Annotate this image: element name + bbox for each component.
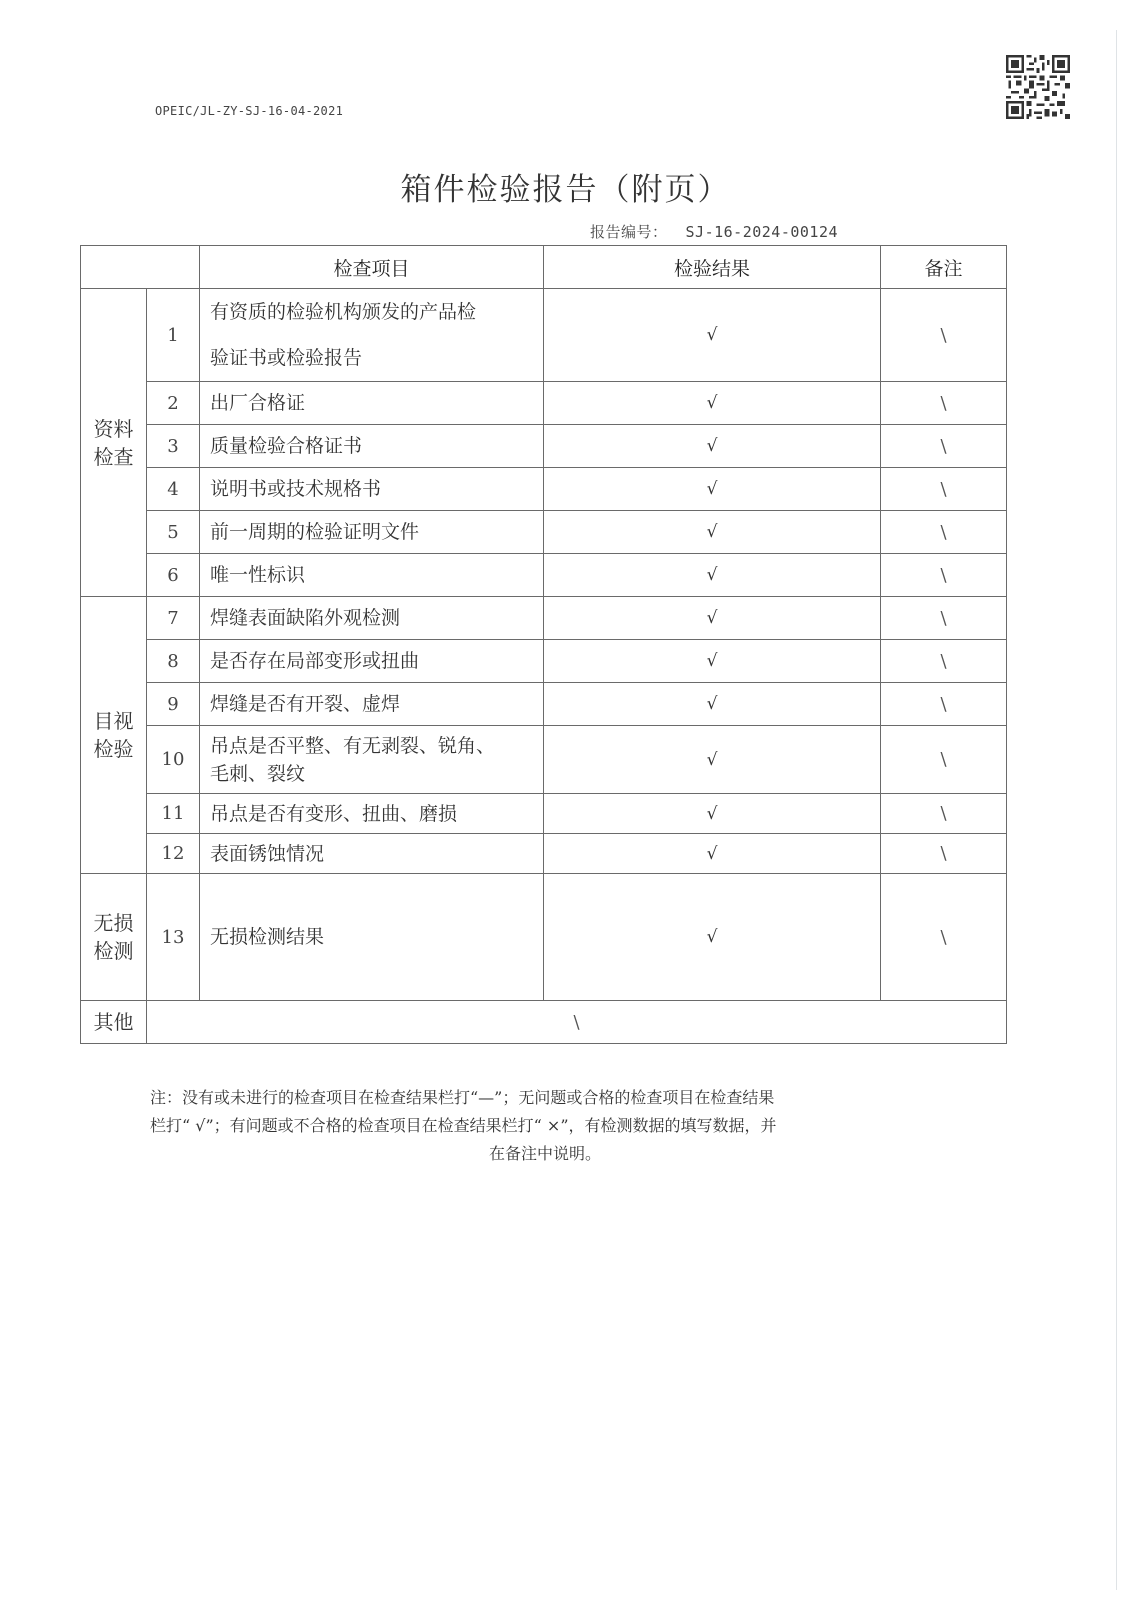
qr-code-icon <box>1006 55 1070 119</box>
table-row <box>81 425 1007 468</box>
row-item: 焊缝表面缺陷外观检测 <box>200 597 544 640</box>
footnote-line-3: 在备注中说明。 <box>488 1144 601 1163</box>
table-row <box>81 468 1007 511</box>
row-item: 前一周期的检验证明文件 <box>200 511 544 554</box>
report-number <box>590 221 838 242</box>
page-edge-rule <box>1116 30 1117 1590</box>
row-number: 12 <box>147 834 200 874</box>
row-item: 表面锈蚀情况 <box>200 834 544 874</box>
row-result: √ <box>544 511 881 554</box>
row-item: 焊缝是否有开裂、虚焊 <box>200 683 544 726</box>
row-number: 4 <box>147 468 200 511</box>
row-result: √ <box>544 468 881 511</box>
table-row <box>81 874 1007 1001</box>
report-number-label: 报告编号： <box>590 223 668 241</box>
category-docs: 资料 检查 <box>81 289 147 597</box>
category-ndt: 无损 检测 <box>81 874 147 1001</box>
row-item: 吊点是否有变形、扭曲、磨损 <box>200 794 544 834</box>
row-number: 5 <box>147 511 200 554</box>
row-remark: \ <box>881 794 1007 834</box>
table-row <box>81 382 1007 425</box>
row-item: 说明书或技术规格书 <box>200 468 544 511</box>
row-remark: \ <box>881 597 1007 640</box>
other-label: 其他 <box>81 1001 147 1044</box>
footnote-line-2: 栏打“ √”；有问题或不合格的检查项目在检查结果栏打“ ×”，有检测数据的填写数据，并 <box>150 1116 777 1135</box>
row-item: 唯一性标识 <box>200 554 544 597</box>
row-number: 7 <box>147 597 200 640</box>
table-row <box>81 597 1007 640</box>
row-result: √ <box>544 683 881 726</box>
row-result: √ <box>544 597 881 640</box>
table-row <box>81 794 1007 834</box>
row-item: 出厂合格证 <box>200 382 544 425</box>
row-number: 11 <box>147 794 200 834</box>
document-code: OPEIC/JL-ZY-SJ-16-04-2021 <box>155 104 344 118</box>
row-number: 2 <box>147 382 200 425</box>
row-remark: \ <box>881 382 1007 425</box>
report-number-value: SJ-16-2024-00124 <box>685 223 839 241</box>
header-blank-cell <box>81 246 200 289</box>
header-item: 检查项目 <box>200 246 544 289</box>
footnote <box>150 1084 940 1168</box>
table-row <box>81 289 1007 382</box>
row-number: 13 <box>147 874 200 1001</box>
table-row <box>81 554 1007 597</box>
table-row <box>81 640 1007 683</box>
row-item: 有资质的检验机构颁发的产品检 验证书或检验报告 <box>200 289 544 382</box>
row-result: √ <box>544 640 881 683</box>
table-row-other <box>81 1001 1007 1044</box>
row-item: 无损检测结果 <box>200 874 544 1001</box>
row-number: 6 <box>147 554 200 597</box>
row-number: 8 <box>147 640 200 683</box>
inspection-table <box>80 245 1007 1044</box>
row-remark: \ <box>881 640 1007 683</box>
other-value: \ <box>147 1001 1007 1044</box>
header-result: 检验结果 <box>544 246 881 289</box>
row-result: √ <box>544 425 881 468</box>
table-header-row <box>81 246 1007 289</box>
row-number: 3 <box>147 425 200 468</box>
row-result: √ <box>544 834 881 874</box>
header-remark: 备注 <box>881 246 1007 289</box>
row-remark: \ <box>881 468 1007 511</box>
row-result: √ <box>544 794 881 834</box>
row-item: 吊点是否平整、有无剥裂、锐角、 毛刺、裂纹 <box>200 726 544 794</box>
table-row <box>81 834 1007 874</box>
category-visual: 目视 检验 <box>81 597 147 874</box>
row-number: 10 <box>147 726 200 794</box>
row-result: √ <box>544 382 881 425</box>
row-remark: \ <box>881 683 1007 726</box>
row-result: √ <box>544 726 881 794</box>
row-remark: \ <box>881 726 1007 794</box>
footnote-line-1: 注：没有或未进行的检查项目在检查结果栏打“—”；无问题或合格的检查项目在检查结果 <box>150 1088 775 1107</box>
row-number: 1 <box>147 289 200 382</box>
row-remark: \ <box>881 511 1007 554</box>
row-remark: \ <box>881 874 1007 1001</box>
row-remark: \ <box>881 289 1007 382</box>
table-row <box>81 511 1007 554</box>
row-result: √ <box>544 289 881 382</box>
page-title: 箱件检验报告（附页） <box>400 172 731 208</box>
row-remark: \ <box>881 425 1007 468</box>
row-result: √ <box>544 554 881 597</box>
table-row <box>81 726 1007 794</box>
row-remark: \ <box>881 554 1007 597</box>
row-number: 9 <box>147 683 200 726</box>
row-remark: \ <box>881 834 1007 874</box>
row-result: √ <box>544 874 881 1001</box>
table-row <box>81 683 1007 726</box>
row-item: 是否存在局部变形或扭曲 <box>200 640 544 683</box>
row-item: 质量检验合格证书 <box>200 425 544 468</box>
